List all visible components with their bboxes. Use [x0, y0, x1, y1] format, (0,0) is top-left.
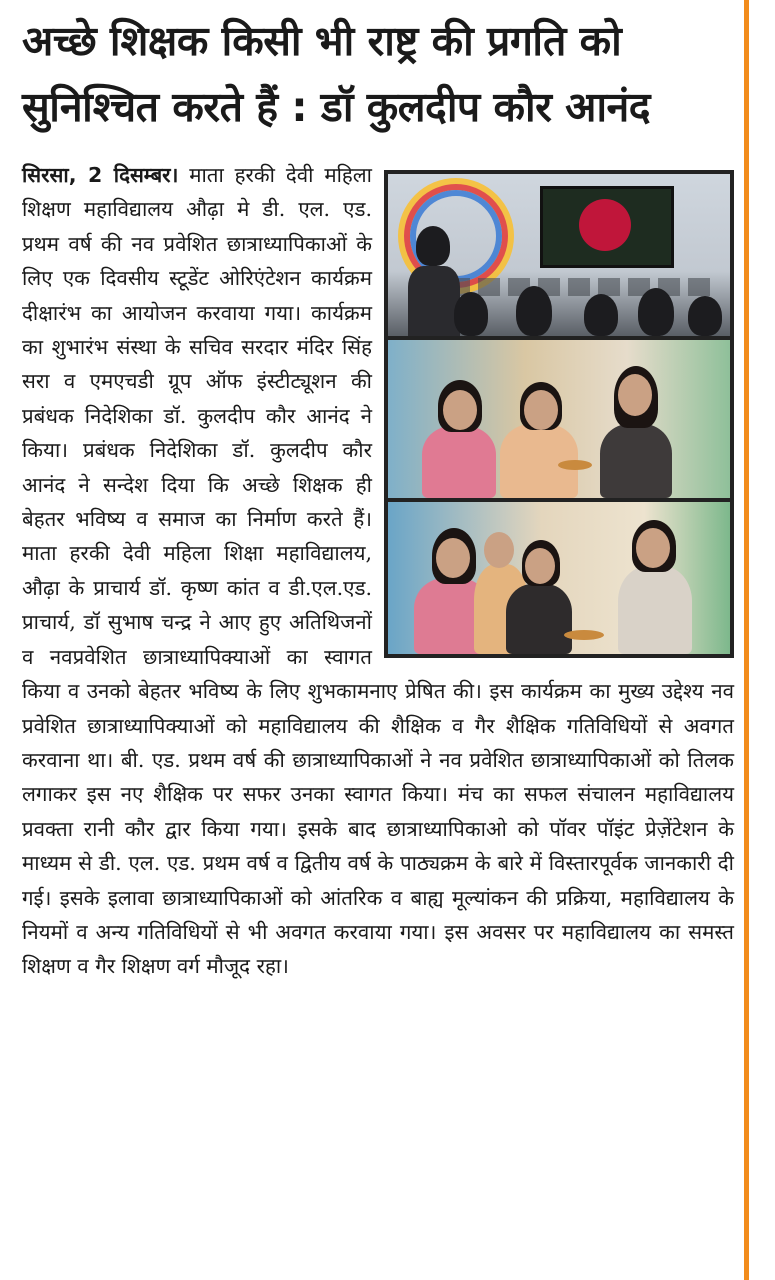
orange-edge-rule — [744, 0, 749, 1280]
photo-presentation-hall — [388, 174, 730, 336]
photo-group-welcome — [388, 502, 730, 654]
face — [484, 532, 514, 568]
photo-collage — [384, 170, 734, 658]
puja-thali — [564, 630, 604, 640]
audience-head — [584, 294, 618, 336]
face — [443, 390, 477, 430]
wall-lettering — [448, 278, 718, 296]
projector-screen — [540, 186, 674, 268]
student-white-shawl — [618, 566, 692, 654]
photo-tilak-welcome — [388, 340, 730, 498]
headline — [22, 8, 734, 140]
dateline: सिरसा, 2 दिसम्बर। — [22, 163, 179, 187]
audience-head — [688, 296, 722, 336]
student-grey-shawl — [600, 424, 672, 498]
headline-line-2: सुनिश्चित करते हैं : डॉ कुलदीप कौर आनंद — [22, 83, 651, 131]
speaker-silhouette — [416, 226, 450, 266]
slide-graphic — [579, 199, 631, 251]
speaker-body — [408, 266, 460, 336]
face — [525, 548, 555, 584]
audience-head — [454, 292, 488, 336]
face — [436, 538, 470, 578]
face — [618, 374, 652, 416]
article-body-text: माता हरकी देवी महिला शिक्षण महाविद्यालय औढ़ा मे डी. एल. एड. प्रथम वर्ष की नव प्रवेशित छात्राध्यापिकाओं के लिए एक दिवसीय स्टूडेंट ओरिएंटेशन कार्यक्रम दीक्षारंभ का आयोजन करवाया गया। कार्यक्रम का शुभारंभ संस्था के सचिव सरदार मंदिर सिंह सरा व एमएचडी ग्रूप ऑफ इंस्टीट्यूशन की प्रबंधक निदेशिका डॉ. कुलदीप कौर आनंद ने किया। प्रबंधक निदेशिका डॉ. कुलदीप कौर आनंद ने सन्देश दिया कि अच्छे शिक्षक ही बेहतर भविष्य व समाज का निर्माण करते हैं। माता हरकी देवी महिला शिक्षा महाविद्यालय, औढ़ा के प्राचार्य डॉ. कृष्ण कांत व डी.एल.एड. प्राचार्य, डॉ सुभाष चन्द्र ने आए हुए अतिथिजनों व नवप्रवेशित छात्राध्यापिक्याओं का स्वागत किया व उनको बेहतर भविष्य के लिए शुभकामनाए प्रेषित की। इस कार्यक्रम का मुख्य उद्देश्य नव प्रवेशित छात्राध्यापिक्याओं को महाविद्यालय की शैक्षिक व गैर शैक्षिक गतिविधियों से अवगत करवाना था। बी. एड. प्रथम वर्ष की छात्राध्यापिकाओं ने नव प्रवेशित छात्राध्यापिकाओं को तिलक लगाकर इस नए शैक्षिक पर सफर उनका स्वागत किया। मंच का सफल संचालन महाविद्यालय प्रवक्ता रानी कौर द्वार किया गया। इसके बाद छात्राध्यापिकाओ को पॉवर पॉइंट प्रेज़ेंटेशन के माध्यम से डी. एल. एड. प्रथम वर्ष व द्वितीय वर्ष के पाठ्यक्रम के बारे में विस्तारपूर्वक जानकारी दी गई। इसके इलावा छात्राध्यापिकाओं को आंतरिक व बाह्य मूल्यांकन की प्रक्रिया, महाविद्यालय के नियमों व अन्य गतिविधियों से भी अवगत करवाया गया। इस अवसर पर महाविद्यालय का समस्त शिक्षण व गैर शिक्षण वर्ग मौजूद रहा। — [22, 163, 734, 979]
student-black-jacket — [506, 584, 572, 654]
headline-line-1: अच्छे शिक्षक किसी भी राष्ट्र की प्रगति को — [22, 17, 622, 65]
face — [524, 390, 558, 430]
student-pink-dupatta — [422, 426, 496, 498]
audience-head — [638, 288, 674, 336]
puja-thali — [558, 460, 592, 470]
face — [636, 528, 670, 568]
audience-head — [516, 286, 552, 336]
